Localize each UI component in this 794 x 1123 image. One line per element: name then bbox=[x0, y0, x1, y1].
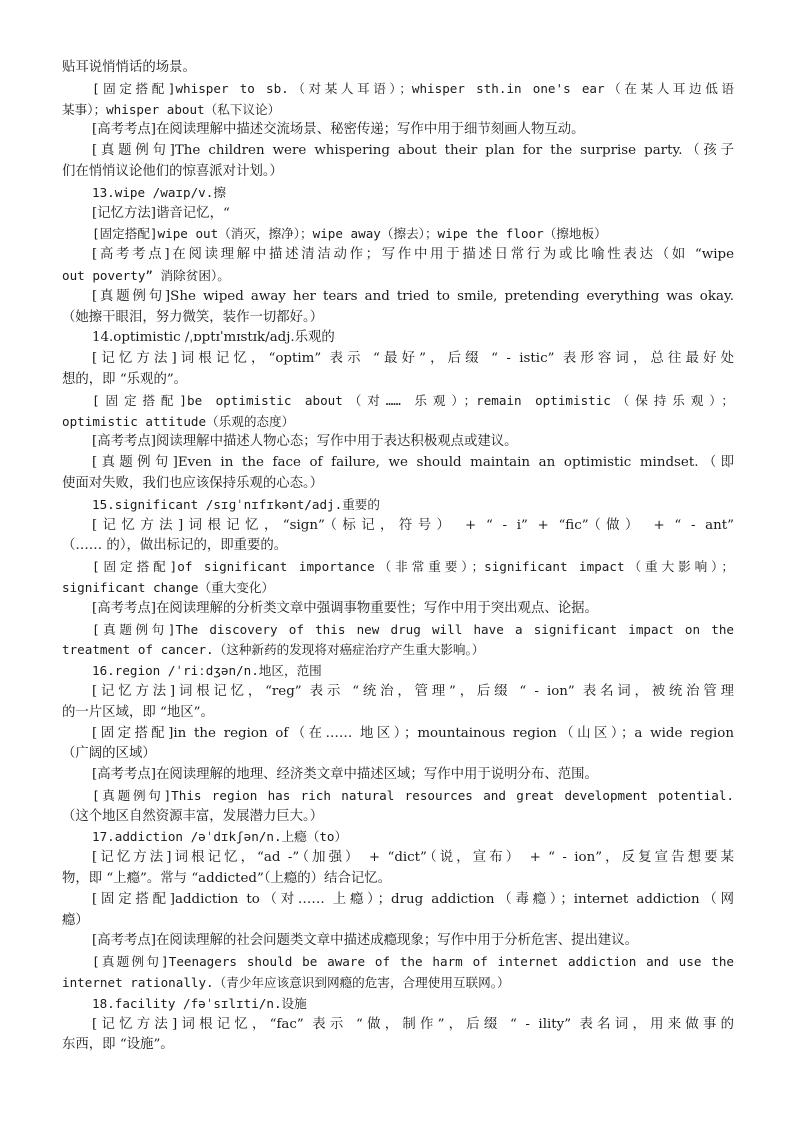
text-line: [高考考点]在阅读理解的地理、经济类文章中描述区域；写作中用于说明分布、范围。 bbox=[92, 767, 598, 783]
text-line: [真题例句]The discovery of this new drug will have a significant impact on the bbox=[92, 621, 734, 637]
text-line: 18.facility /fəˈsɪlɪti/n.设施 bbox=[92, 995, 307, 1011]
text-line: optimistic attitude（乐观的态度） bbox=[62, 413, 295, 429]
text-line: 的一片区域，即 “地区”。 bbox=[62, 704, 214, 720]
text-line: [记忆方法]词根记忆，“optim” 表示 “最好”，后缀 “ - istic” 表形容词，总往最好处 bbox=[92, 351, 734, 367]
text-line: significant change（重大变化） bbox=[62, 579, 275, 595]
text-line: [记忆方法]词根记忆，“sign”（标记，符号） + “ - i” + “fic”（做） + “ - ant” bbox=[92, 517, 734, 533]
text-line: 物，即 “上瘾”。常与 “addicted”（上瘾的）结合记忆。 bbox=[62, 871, 392, 887]
text-line: （这个地区自然资源丰富，发展潜力巨大。） bbox=[62, 808, 324, 824]
text-line: [真题例句]Teenagers should be aware of the harm of internet addiction and use the bbox=[92, 954, 734, 970]
text-line: 15.significant /sɪɡˈnɪfɪkənt/adj.重要的 bbox=[92, 496, 380, 512]
text-line: [高考考点]在阅读理解的分析类文章中强调事物重要性；写作中用于突出观点、论据。 bbox=[92, 600, 598, 616]
document-page bbox=[62, 58, 734, 1056]
text-line: 使面对失败，我们也应该保持乐观的心态。） bbox=[62, 475, 324, 491]
text-line: 16.region /ˈriːdʒən/n.地区，范围 bbox=[92, 663, 322, 679]
text-line: [固定搭配]whisper to sb.（对某人耳语）；whisper sth.in one's ear（在某人耳边低语 bbox=[92, 80, 734, 96]
text-line: （广阔的区域） bbox=[62, 746, 156, 762]
text-line: [真题例句]Even in the face of failure, we should maintain an optimistic mindset.（即 bbox=[92, 455, 734, 471]
text-line: internet rationally.（青少年应该意识到网瘾的危害，合理使用互联网。） bbox=[62, 975, 510, 991]
text-line: （…… 的），做出标记的，即重要的。 bbox=[62, 538, 288, 554]
text-line: （她擦干眼泪，努力微笑，装作一切都好。） bbox=[62, 309, 324, 325]
text-line: 贴耳说悄悄话的场景。 bbox=[62, 60, 196, 75]
text-line: [真题例句]She wiped away her tears and tried to smile, pretending everything was okay. bbox=[92, 288, 734, 304]
text-line: [固定搭配]of significant importance（非常重要）；significant impact（重大影响）； bbox=[92, 559, 734, 575]
text-line: [固定搭配]addiction to（对…… 上瘾）；drug addiction（毒瘾）；internet addiction（网 bbox=[92, 891, 734, 907]
text-line: [固定搭配]be optimistic about（对…… 乐观）；remain optimistic（保持乐观）； bbox=[92, 392, 734, 408]
text-line: [高考考点]阅读理解中描述人物心态；写作中用于表达积极观点或建议。 bbox=[92, 434, 518, 450]
text-line: 14.optimistic /ˌɒptɪˈmɪstɪk/adj.乐观的 bbox=[92, 330, 335, 346]
text-line: [固定搭配]in the region of（在…… 地区）；mountainous region（山区）；a wide region bbox=[92, 725, 734, 741]
text-line: [记忆方法]谐音记忆，“ bbox=[92, 205, 230, 221]
text-line: 某事）；whisper about（私下议论） bbox=[62, 101, 281, 117]
text-line: [高考考点]在阅读理解的社会问题类文章中描述成瘾现象；写作中用于分析危害、提出建议。 bbox=[92, 933, 639, 949]
text-line: [真题例句]The children were whispering about their plan for the surprise party.（孩子 bbox=[92, 143, 734, 159]
text-line: 瘾） bbox=[62, 912, 89, 928]
text-line: [记忆方法]词根记忆，“ad -”（加强） + “dict”（说，宣布） + “ - ion”，反复宣告想要某 bbox=[92, 850, 734, 866]
text-line: [记忆方法]词根记忆，“fac” 表示 “做，制作”，后缀 “ - ility” 表名词，用来做事的 bbox=[92, 1016, 734, 1032]
text-line: [固定搭配]wipe out（消灭，擦净）；wipe away（擦去）；wipe the floor（擦地板） bbox=[92, 226, 607, 242]
text-line: out poverty” 消除贫困）。 bbox=[62, 267, 230, 283]
text-line: [高考考点]在阅读理解中描述清洁动作；写作中用于描述日常行为或比喻性表达（如 “wipe bbox=[92, 247, 734, 263]
text-line: [高考考点]在阅读理解中描述交流场景、秘密传递；写作中用于细节刻画人物互动。 bbox=[92, 122, 585, 138]
text-line: 想的，即 “乐观的”。 bbox=[62, 371, 188, 387]
text-line: 们在悄悄议论他们的惊喜派对计划。） bbox=[62, 163, 283, 179]
text-line: 东西，即 “设施”。 bbox=[62, 1037, 174, 1053]
text-line: 17.addiction /əˈdɪkʃən/n.上瘾（to） bbox=[92, 829, 348, 845]
text-line: [真题例句]This region has rich natural resources and great development potential. bbox=[92, 787, 734, 803]
text-line: [记忆方法]词根记忆，“reg” 表示 “统治，管理”，后缀 “ - ion” 表名词，被统治管理 bbox=[92, 683, 734, 699]
text-line: treatment of cancer.（这种新药的发现将对癌症治疗产生重大影响。） bbox=[62, 642, 485, 658]
text-line: 13.wipe /waɪp/v.擦 bbox=[92, 184, 226, 200]
